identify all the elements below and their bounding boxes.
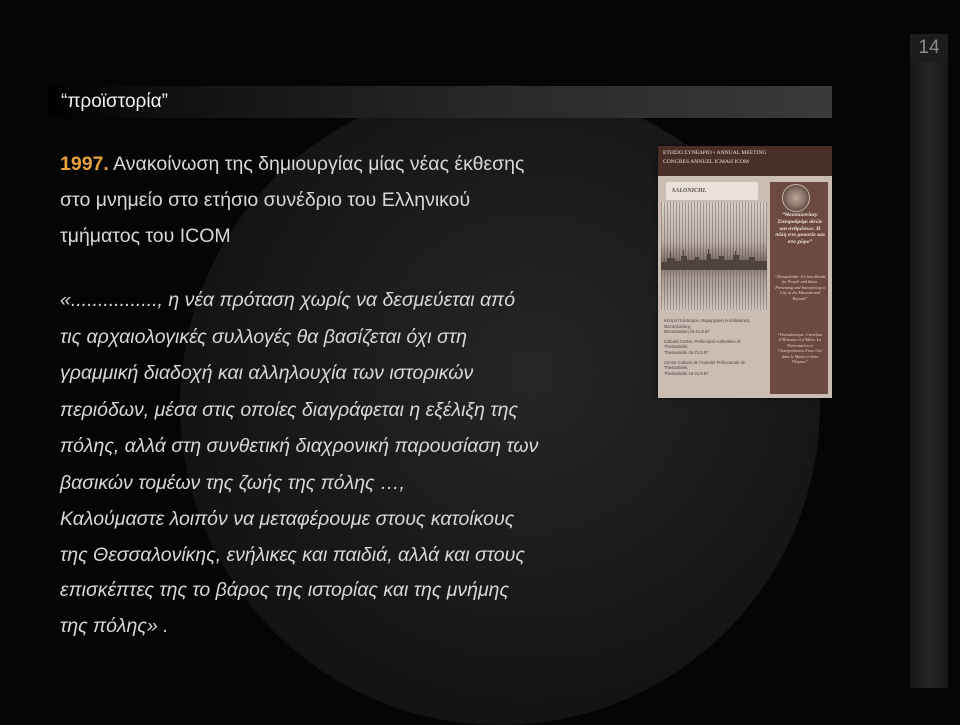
intro-line-3: τμήματος του ICOM (60, 225, 231, 247)
closing-line: της πόλης» . (60, 614, 169, 637)
quote-line: «................, η νέα πρόταση χωρίς να δεσμεύεται από (60, 289, 516, 311)
city-skyline-icon (661, 248, 767, 270)
right-decorative-bar (910, 62, 948, 688)
poster-header: ΕΤΗΣΙΟ ΣΥΝΕΔΡΙΟ • ANNUAL MEETING CONGRES ANNUEL ICMAH ICOM (658, 146, 832, 176)
poster-english-title: “Thessaloniki: A Cross-Roads for People and Ideas. Presenting and Interpreting a City in the Museum and Beyond” (774, 274, 826, 301)
poster-venue-text: Κέντρο Πολιτισμού, Νομαρχιακή Αυτοδιοίκηση Θεσσαλονίκης, Θεσσαλονίκη 16-21.9.97 Cultural Centre, Prefectural Authorities of Thessaloniki, Thessaloniki 16-21.9.97 Centre Culturel de l’Autorité Préfectorale de Thessaloniki, Thessaloniki 16-21.9.97 (664, 318, 750, 376)
poster-french-title: “Thessalonique: Carrefour d’Hommes et d’Idées. La Présentation et l’Interprétation d’une Cité dans le Musée et hors l’Espace” (777, 332, 823, 365)
closing-line: της Θεσσαλονίκης, ενήλικες και παιδιά, αλλά και στους (60, 543, 525, 566)
year-highlight: 1997. (60, 153, 109, 175)
rosette-emblem-icon (782, 184, 810, 212)
intro-paragraph (60, 146, 660, 254)
slide-number: 14 (910, 34, 948, 62)
poster-side-panel (770, 182, 828, 394)
quote-line: γραμμική διαδοχή και αλληλουχία των ιστορικών (60, 362, 474, 384)
intro-line-2: στο μνημείο στο ετήσιο συνέδριο του Ελληνικού (60, 189, 471, 211)
quote-line: τις αρχαιολογικές συλλογές θα βασίζεται όχι στη (60, 325, 467, 348)
title-bar (48, 86, 832, 118)
city-engraving (661, 202, 767, 310)
poster-scroll-banner: SALONICHI. (666, 182, 758, 200)
intro-line-1: 1997. Ανακοίνωση της δημιουργίας μίας νέας έκθεσης (60, 153, 525, 175)
closing-line: επισκέπτες της το βάρος της ιστορίας και της μνήμης (60, 579, 509, 601)
poster-greek-title: “Θεσσαλονίκη: Σταυροδρόμι ιδεών και ανθρώπων. Η πόλη στο μουσείο και στο χώρο” (775, 212, 825, 246)
quote-line: πόλης, αλλά στη συνθετική διαχρονική παρουσίαση των (60, 435, 539, 457)
closing-line: Καλούμαστε λοιπόν να μεταφέρουμε στους κατοίκους (60, 508, 515, 530)
quote-paragraph (60, 282, 660, 501)
quote-line: περιόδων, μέσα στις οποίες διαγράφεται η εξέλιξη της (60, 398, 518, 421)
slide-title: “προϊστορία” (61, 91, 168, 112)
quote-line: βασικών τομέων της ζωής της πόλης …, (60, 471, 405, 494)
closing-paragraph (60, 502, 660, 644)
conference-poster-image (658, 146, 832, 398)
